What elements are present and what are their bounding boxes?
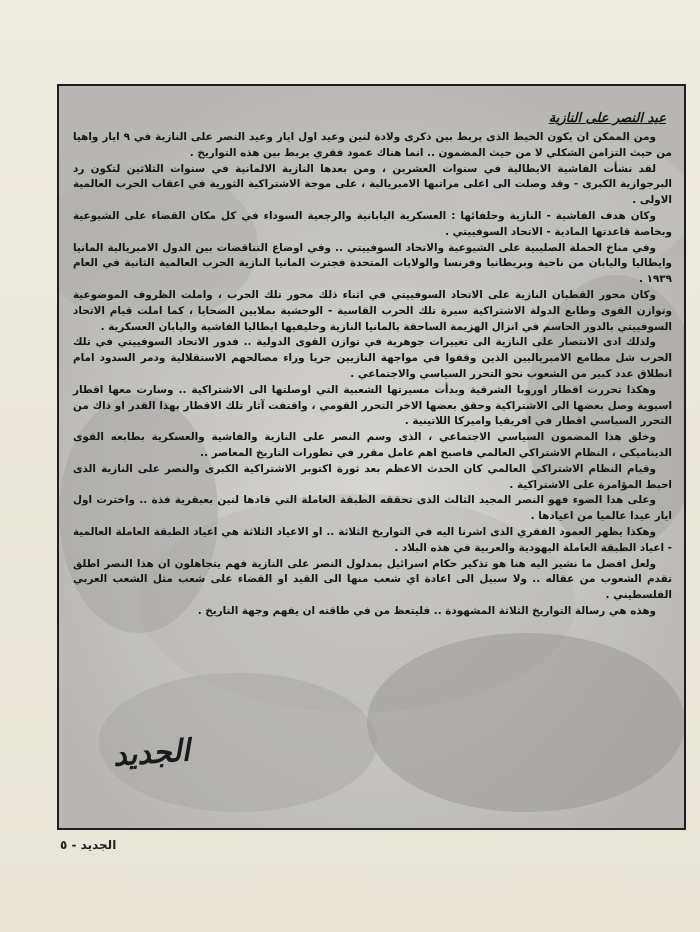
article-paragraph: وكان محور القطبان النازية على الاتحاد السوفييتي في اثناء ذلك محور تلك الحرب ، واملت الظروف الموضوعية وتوازن القوى وطابع الدولة الاشتراكية سيرة تلك الحرب القاسية - الوحشية بملايين الضحايا ، كما املت قيام الاتحاد السوفييتي بالدور الحاسم في انزال الهزيمة الساحقة بالمانيا النازية وحليفيها ايطاليا الفاشية واليابان العسكرية . <box>73 288 672 333</box>
article-paragraph: ومن الممكن ان يكون الخيط الذى يربط بين ذكرى ولادة لنين وعيد اول ايار وعيد النصر على النازية في ٩ ايار واهيا من حيث التزامن الشكلي لا من حيث المضمون .. انما هناك عمود فقري يربط بين هذه التواريخ . <box>73 131 672 159</box>
article-paragraph: ولذلك ادى الانتصار على النازية الى تغييرات جوهرية في توازن القوى الدولية .. فدور الاتحاد السوفييتي في تلك الحرب شل مطامع الامبرياليين الذين وقفوا في مواجهة النازيين جريا وراء مصالحهم الاستقلالية ودمر السدود امام انطلاق عدد كبير من الشعوب نحو التحرر السياسي والاجتماعي . <box>73 336 672 380</box>
article-paragraph: لقد نشأت الفاشية الايطالية في سنوات العشرين ، ومن بعدها النازية الالمانية في سنوات الثلاثين لتكون رد البرجوازية الكبرى - وقد وصلت الى اعلى مراتبها الامبريالية ، على موجة الاشتراكية الثورية في اعقاب الحرب العالمية الاولى . <box>73 162 672 207</box>
article-paragraph: وخلق هذا المضمون السياسي الاجتماعي ، الذى وسم النصر على النازية والفاشية والعسكرية بطابعه القوى الديناميكي ، النظام الاشتراكي العالمي فاصبح اهم عامل مقرر في تطورات التاريخ المعاصر .. <box>73 431 672 459</box>
article-paragraph: وهذه هي رسالة التواريخ الثلاثة المشهودة .. فليتعظ من في طاقته ان يفهم وجهة التاريخ . <box>197 604 656 617</box>
article-paragraph: وقيام النظام الاشتراكي العالمي كان الحدث الاعظم بعد ثورة اكتوبر الاشتراكية الكبرى والنصر على النازية الذى احبط المؤامرة على الاشتراكية . <box>73 462 672 491</box>
article-paragraph: وعلى هدا الضوء فهو النصر المجيد الثالث الذى تحققه الطبقة العاملة التي قادها لنين بعبقرية فذة .. واخترت اول ايار عيدا عالميا من اعيادها . <box>73 494 672 523</box>
article-paragraph: ولعل افضل ما نشير اليه هنا هو تذكير حكام اسرائيل بمدلول النصر على النازية فهم يتجاهلون ان هذا النصر اطلق تقدم الشعوب من عقاله .. ولا سبيل الى اعادة اي شعب منها الى القيد او القضاء على شعب مثل الشعب العربي الفلسطيني . <box>73 557 672 602</box>
article-paragraph: وفي مناخ الحملة الصليبية على الشيوعية والاتحاد السوفييتي .. وفي اوضاع التناقضات بين الدول الامبريالية المانيا وايطاليا واليابان من ناحية وبريطانيا وفرنسا والولايات المتحدة فجترت المانيا النازية الحرب العالمية الثانية في العام ١٩٣٩ . <box>73 241 672 286</box>
article-paragraph: وكان هدف الفاشية - النازية وحلفائها : العسكرية اليابانية والرجعية السوداء في كل مكان القضاء على الشيوعية وبخاصة قاعدتها المادية - الاتحاد السوفييتي . <box>73 209 672 238</box>
article-paragraph: وهكذا تحررت اقطار اوروبا الشرقية وبدأت مسيرتها الشعبية التي اوصلتها الى الاشتراكية .. وسارت معها اقطار اسيوية وصل بعضها الى الاشتراكية وحقق بعضها الاخر التحرر القومي ، واقتفت آثار تلك الاقطار بهذا القدر او ذاك من التحرر السياسي اقطار في افريقيا واميركا اللاتينية . <box>73 383 672 428</box>
signature: الجديد <box>111 733 191 774</box>
article-title: عيد النصر على النازية <box>548 111 666 126</box>
article-frame <box>57 84 686 830</box>
page-footer: الجديد - ٥ <box>60 838 117 852</box>
article-paragraph: وهكذا يظهر العمود الفقري الذى اشرنا اليه في التواريخ الثلاثة .. او الاعياد الثلاثة هي اعياد الطبقة العاملة العالمية - اعياد الطبقة العاملة اليهودية والعربية في هذه البلاد . <box>73 525 672 554</box>
article-body <box>73 110 672 620</box>
